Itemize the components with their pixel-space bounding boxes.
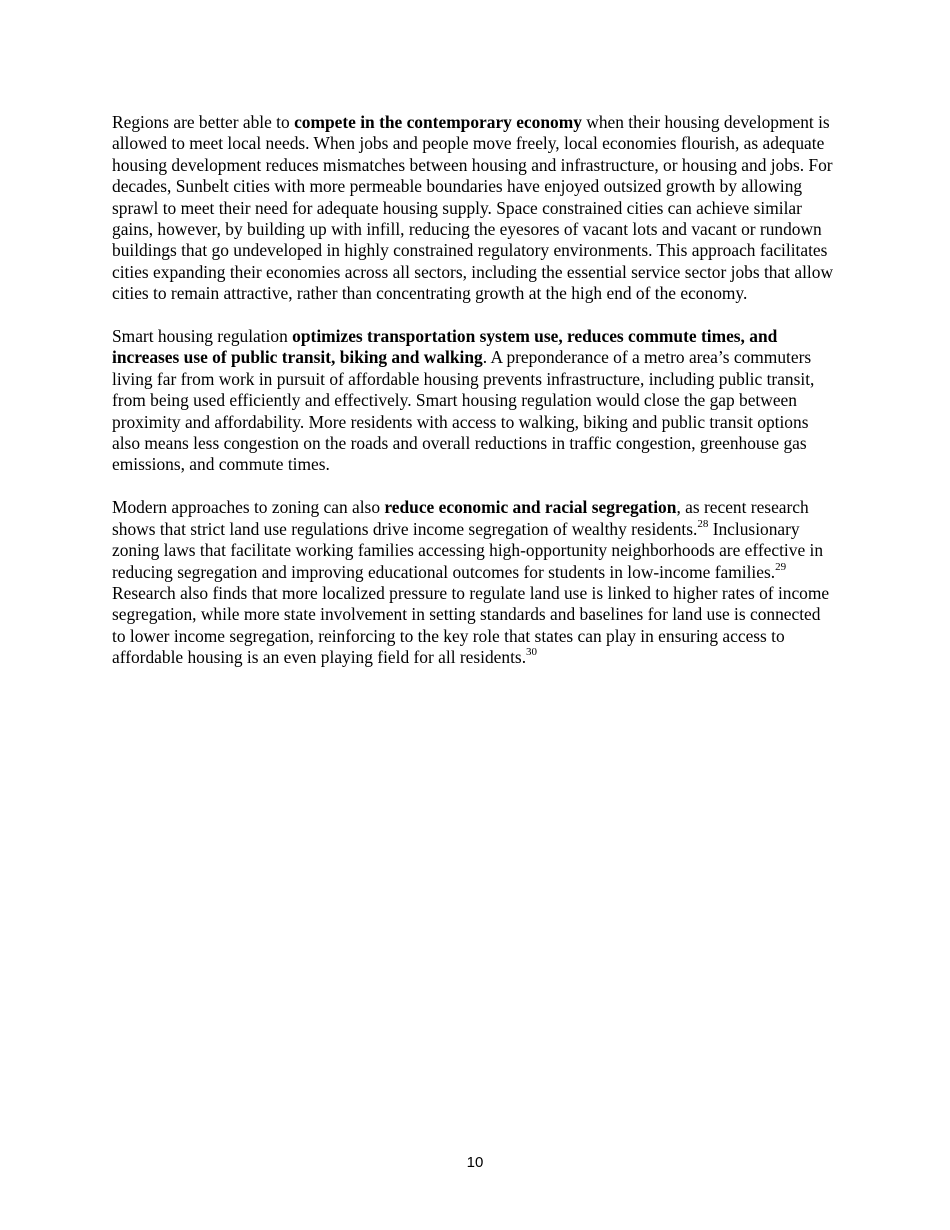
text-run: Smart housing regulation xyxy=(112,326,293,347)
footnote-ref-30[interactable]: 30 xyxy=(526,646,538,659)
bold-phrase: reduce economic and racial segregation xyxy=(384,497,677,518)
text-run: when their housing development is allowed to meet local needs. When jobs and people move freely, local economies flourish, as adequate housing development reduces mismatches between housing and infrastructure, or housing and jobs. For decades, Sunbelt cities with more permeable boundaries have enjoyed outsized growth by allowing sprawl to meet their need for adequate housing supply. Space constrained cities can achieve similar gains, however, by building up with infill, reducing the eyesores of vacant lots and vacant or rundown buildings that go undeveloped in highly constrained regulatory environments. This approach facilitates cities expanding their economies across all sectors, including the essential service sector jobs that allow cities to remain attractive, rather than concentrating growth at the high end of the economy. xyxy=(112,112,834,304)
text-run: Research also finds that more localized pressure to regulate land use is linked to higher rates of income segregation, while more state involvement in setting standards and baselines for land use is connected to lower income segregation, reinforcing to the key role that states can play in ensuring access to affordable housing is an even playing field for all residents. xyxy=(112,582,830,668)
text-run: Inclusionary zoning laws that facilitate working families accessing high-opportunity neighborhoods are effective in reducing segregation and improving educational outcomes for students in low-income families. xyxy=(112,518,824,582)
footnote-ref-28[interactable]: 28 xyxy=(697,517,709,530)
paragraph-segregation xyxy=(112,497,838,668)
bold-phrase: optimizes transportation system use, reduces commute times, and increases use of public transit, biking and walking xyxy=(112,326,778,368)
text-run: . A preponderance of a metro area’s commuters living far from work in pursuit of affordable housing prevents infrastructure, including public transit, from being used efficiently and effectively. Smart housing regulation would close the gap between proximity and affordability. More residents with access to walking, biking and public transit options also means less congestion on the roads and overall reductions in traffic congestion, greenhouse gas emissions, and commute times. xyxy=(112,347,815,475)
text-run: Modern approaches to zoning can also xyxy=(112,497,385,518)
body-text xyxy=(112,112,838,690)
page-number: 10 xyxy=(466,1154,484,1171)
paragraph-competitiveness xyxy=(112,112,838,305)
text-run: Regions are better able to xyxy=(112,112,295,132)
footnote-ref-29[interactable]: 29 xyxy=(775,560,787,573)
text-run: , as recent research shows that strict land use regulations drive income segregation of wealthy residents. xyxy=(112,497,809,539)
bold-phrase: compete in the contemporary economy xyxy=(294,112,582,132)
paragraph-transportation xyxy=(112,326,838,476)
